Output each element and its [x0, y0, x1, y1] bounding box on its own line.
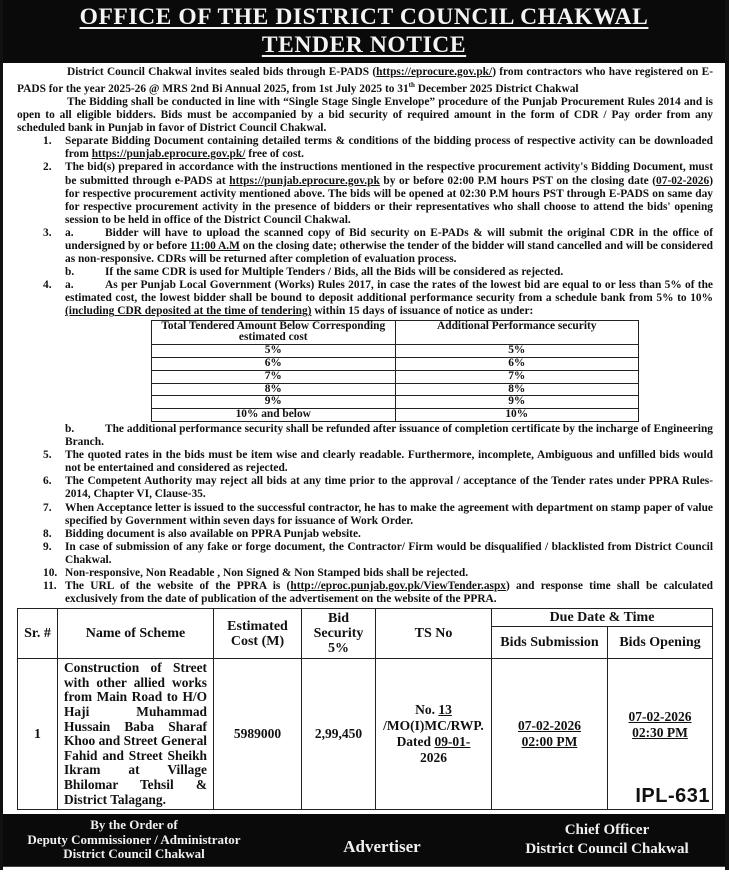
ipl-number: IPL-631	[635, 785, 710, 808]
table-header-row	[152, 320, 639, 345]
table-cell: 6%	[395, 357, 639, 370]
scheme-line: Haji Muhammad	[64, 704, 207, 720]
opening-time: 02:30 PM	[632, 725, 688, 741]
item-text	[65, 227, 713, 279]
ts-dated-label: Dated	[396, 734, 435, 750]
list-item	[17, 541, 713, 567]
table-row	[152, 345, 639, 358]
table-cell: 9%	[395, 396, 639, 409]
table-cell: 10% and below	[152, 409, 396, 422]
conditions-list	[17, 135, 713, 318]
item-number: 2.	[43, 161, 52, 174]
table-cell: 6%	[152, 357, 396, 370]
sub-label: a.	[65, 226, 74, 239]
table-cell: 5%	[395, 345, 639, 358]
intro-text: December 2025 District Chakwal	[414, 82, 579, 95]
item-text: Bidding document is also available on PPRA Punjab website.	[65, 527, 361, 540]
table-cell: 7%	[395, 370, 639, 383]
list-item	[17, 449, 713, 475]
column-header-due-date: Due Date & Time	[492, 609, 713, 627]
ts-number: 13	[438, 702, 452, 718]
list-item	[17, 502, 713, 528]
list-item	[17, 227, 713, 279]
tender-table-section	[3, 606, 725, 814]
scheme-line: from Main Road to H/O	[64, 689, 207, 705]
table-cell: 8%	[395, 383, 639, 396]
column-header-ts-no: TS No	[376, 609, 492, 659]
sr-cell: 1	[18, 659, 58, 810]
notice-footer	[3, 814, 725, 866]
scheme-line: Fahid and Street Sheikh	[64, 747, 207, 763]
intro-paragraph-2	[17, 96, 713, 135]
scheme-line: with other allied works	[64, 674, 207, 690]
punjab-eprocure-link[interactable]: https://punjab.eprocure.gov.pk/	[91, 148, 246, 161]
item-text	[65, 423, 713, 449]
estimated-cost-cell: 5989000	[214, 659, 302, 810]
epads-link[interactable]: https://punjab.eprocure.gov.pk	[229, 174, 380, 187]
ts-no-cell	[376, 659, 492, 810]
notice-body	[3, 63, 725, 606]
list-item	[17, 475, 713, 501]
submission-time: 02:00 PM	[521, 734, 578, 750]
tender-schedule-table	[17, 608, 713, 810]
ts-office: /MO(I)MC/RWP.	[383, 718, 484, 734]
ts-year: 2026	[420, 750, 447, 766]
intro-text: ) from contractors who have registered on E-PADS for the year 2025-26 @ MRS 2nd Bi Annual 2025, from 1st July 2025 to 31	[17, 66, 714, 95]
list-item	[17, 580, 713, 606]
closing-date: 07-02-2026	[656, 174, 710, 187]
item-text: The URL of the website of the PPRA is (http://eproc.punjab.gov.pk/ViewTender.aspx) and response time shall be calculated exclusively from the date of publication of the advertisement on the website of the PPRA.	[65, 580, 713, 606]
column-header-scheme: Name of Scheme	[58, 609, 214, 659]
sub-label: b.	[65, 422, 75, 435]
conditions-list-continued	[17, 423, 713, 606]
item-number: 8.	[43, 527, 52, 540]
item-number: 7.	[43, 501, 52, 514]
column-header-sr: Sr. #	[18, 609, 58, 659]
footer-line: District Council Chakwal	[63, 846, 205, 862]
scheme-line: Ikram at Village	[64, 762, 207, 778]
table-row	[152, 409, 639, 422]
item-number: 1.	[43, 135, 52, 148]
item-number: 11.	[43, 580, 57, 593]
item-text	[65, 279, 713, 318]
item-number: 3.	[43, 226, 52, 239]
footer-line: Chief Officer	[564, 821, 650, 838]
superscript: th	[408, 81, 415, 90]
opening-cell	[608, 659, 713, 810]
column-header-opening: Bids Opening	[608, 627, 713, 659]
item-number: 9.	[43, 540, 52, 553]
office-title: OFFICE OF THE DISTRICT COUNCIL CHAKWAL	[79, 4, 649, 30]
scheme-name-cell	[58, 659, 214, 810]
sub-label: b.	[65, 266, 75, 279]
table-cell: 8%	[152, 383, 396, 396]
item-text: In case of submission of any fake or forge document, the Contractor/ Firm would be disqualified / blacklisted from District Council Chakwal.	[65, 540, 713, 566]
table-row	[152, 370, 639, 383]
list-item	[17, 567, 713, 580]
intro-text: procedure of the Punjab Procurement Rules 2014 and is open to all eligible bidders. Bids must be accompanied by a bid security of required amount in the form of CDR / Pay order from any scheduled bank in Punjab in favor of District Council Chakwal.	[17, 95, 713, 135]
table-cell: 10%	[395, 409, 639, 422]
sub-text: The additional performance security shall be refunded after issuance of completion certificate by the incharge of Engineering Branch.	[65, 422, 713, 449]
table-cell: 9%	[152, 396, 396, 409]
item-text: Non-responsive, Non Readable , Non Signed & Non Stamped bids shall be rejected.	[65, 566, 469, 579]
intro-paragraph-1	[17, 66, 713, 96]
table-row	[18, 659, 713, 810]
footer-line: Deputy Commissioner / Administrator	[27, 831, 241, 847]
ppra-link[interactable]: http://eproc.punjab.gov.pk/ViewTender.aspx	[290, 580, 506, 593]
list-item	[17, 279, 713, 318]
scheme-line: Bhilomar Tehsil &	[64, 777, 207, 793]
eprocure-link[interactable]: https://eprocure.gov.pk/	[376, 66, 493, 78]
table-cell: 5%	[152, 345, 396, 358]
item-text: When Acceptance letter is issued to the successful contractor, he has to make the agreement with department on stamp paper of value specified by Government within seven days for issuance of Work Order.	[65, 501, 713, 527]
sub-label: a.	[65, 279, 74, 292]
item-number: 4.	[43, 279, 52, 292]
sub-item-a: a. As per Punjab Local Government (Works) Rules 2017, in case the rates of the lowest bid are equal to or less than 5% of the estimated cost, the lowest bidder shall be bound to deposit additional performance security from a schedule bank from 5% to 10% (including CDR deposited at the time of tendering) within 15 days of issuance of notice as under:	[65, 279, 713, 318]
chief-officer-signature-block	[499, 821, 715, 859]
ts-prefix: No.	[415, 702, 439, 718]
submission-cell	[492, 659, 608, 810]
item-number: 6.	[43, 475, 52, 488]
sub-item-a: a. Bidder will have to upload the scanned copy of Bid security on E-PADs & will submit the original CDR in the office of undersigned by or before 11:00 A.M on the closing date; otherwise the tender of the bidder will stand cancelled and will be considered as non-responsive. CDRs will be returned after completion of evaluation process.	[65, 226, 713, 266]
order-signature-block	[3, 818, 265, 862]
opening-values	[610, 709, 710, 775]
table-row	[152, 383, 639, 396]
procedure-name: “Single Stage Single Envelope”	[283, 95, 436, 108]
column-header-tendered-amount: Total Tendered Amount Below Corresponding estimated cost	[152, 320, 396, 345]
item-text: The Competent Authority may reject all bids at any time prior to the approval / acceptance of the Tender rates under PPRA Rules-2014, Chapter VI, Clause-35.	[65, 475, 713, 501]
list-item	[17, 135, 713, 161]
list-item	[17, 423, 713, 449]
table-cell: 7%	[152, 370, 396, 383]
scheme-line: Khoo and Street General	[64, 733, 207, 749]
column-header-cost: Estimated Cost (M)	[214, 609, 302, 659]
sub-text: If the same CDR is used for Multiple Tenders / Bids, all the Bids will be considered as rejected.	[105, 266, 564, 279]
item-number: 10.	[43, 566, 58, 579]
performance-security-table	[151, 320, 639, 422]
item-number: 5.	[43, 449, 52, 462]
footer-line: District Council Chakwal	[525, 840, 689, 857]
underlined-note: (including CDR deposited at the time of tendering)	[65, 305, 312, 318]
ts-date: 09-01-	[434, 734, 471, 750]
intro-section	[17, 66, 713, 135]
sub-item-b	[65, 266, 713, 279]
item-text: Separate Bidding Document containing detailed terms & conditions of the bidding process of respective activity can be downloaded from https://punjab.eprocure.gov.pk/ free of cost.	[65, 135, 713, 161]
scheme-line: District Talagang.	[64, 791, 166, 807]
advertiser-label: Advertiser	[343, 836, 421, 856]
cdr-deadline: 11:00 A.M	[189, 240, 240, 253]
submission-date: 07-02-2026	[518, 718, 581, 734]
bottom-border	[3, 866, 725, 870]
intro-text: The Bidding shall be conducted in line with	[67, 95, 284, 108]
item-text: The bid(s) prepared in accordance with the instructions mentioned in the respective procurement activity's Bidding Document, must be submitted through e-PADS at https://punjab.eprocure.gov.pk by or before 02:00 P.M hours PST on the closing date (07-02-2026) for respective procurement activity mentioned above. The bids will be opened at 02:30 P.M hours PST through E-PADS on same day for respective procurement activity in the presence of bidders or their representatives who shall choose to attend the bids' opening session to be held in office of the District Council Chakwal.	[65, 161, 713, 226]
table-header-row	[18, 609, 713, 627]
intro-text: District Council Chakwal invites sealed bids through E-PADS (	[67, 66, 377, 78]
table-row	[152, 357, 639, 370]
notice-title: TENDER NOTICE	[261, 32, 467, 58]
opening-date: 07-02-2026	[628, 709, 692, 725]
bid-security-cell: 2,99,450	[302, 659, 376, 810]
column-header-security: Bid Security 5%	[302, 609, 376, 659]
scheme-line: Hussain Baba Sharaf	[64, 718, 207, 734]
column-header-submission: Bids Submission	[492, 627, 608, 659]
table-row	[152, 396, 639, 409]
notice-header	[3, 0, 725, 63]
column-header-performance-security: Additional Performance security	[395, 320, 639, 345]
scheme-line: Construction of Street	[64, 660, 207, 676]
list-item	[17, 161, 713, 226]
list-item	[17, 528, 713, 541]
footer-line: By the Order of	[90, 817, 178, 833]
item-text: The quoted rates in the bids must be item wise and clearly readable. Furthermore, incomplete, Ambiguous and unfilled bids would not be entertained and considered as rejected.	[65, 449, 713, 475]
